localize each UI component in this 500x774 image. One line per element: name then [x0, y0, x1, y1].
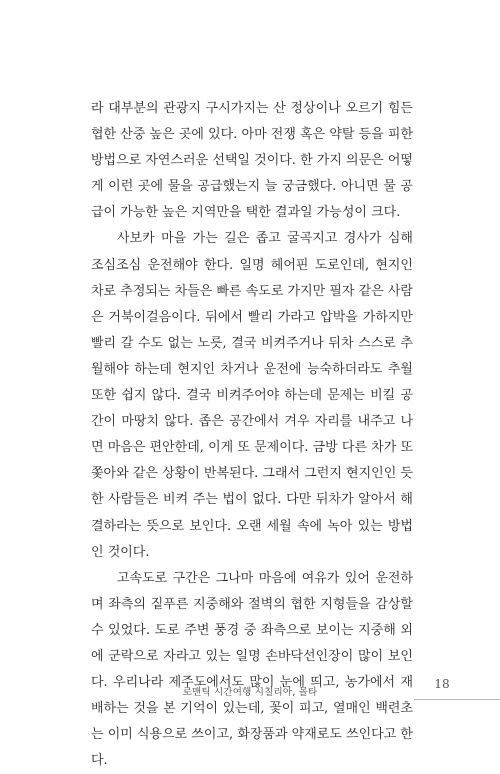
footer-rule: [414, 699, 500, 700]
page-number: 18: [434, 677, 450, 691]
paragraph-3: 고속도로 구간은 그나마 마음에 여유가 있어 운전하며 좌측의 짙푸른 지중해와 절벽의 협한 지형들을 감상할 수 있었다. 도로 주변 풍경 중 좌측으로 보이는 지중해 외에 군락으로 자라고 있는 일명 손바닥선인장이 많이 보인다. 우리나라 제주도에서도 많이 눈에 띄고, 농가에서 재배하는 것을 본 기억이 있는데, 꽃이 피고, 열매인 백련초는 이미 식용으로 쓰이고, 화장품과 약재로도 쓰인다고 한다.: [91, 570, 413, 769]
running-footer-title: 로맨틱 시간여행 시칠리아, 몰타: [182, 687, 318, 698]
paragraph-1: 라 대부분의 관광지 구시가지는 산 정상이나 오르기 힘든 협한 산중 높은 곳에 있다. 아마 전쟁 혹은 약탈 등을 피한 방법으로 자연스러운 선택일 것이다. 한 가지 의문은 어떻게 이런 곳에 물을 공급했는지 늘 궁금했다. 아니면 물 공급이 가능한 높은 지역만을 택한 결과일 가능성이 크다.: [91, 101, 413, 221]
paragraph-2: 사보카 마을 가는 길은 좁고 굴곡지고 경사가 심해 조심조심 운전해야 한다. 일명 헤어핀 도로인데, 현지인 차로 추정되는 차들은 빠른 속도로 가지만 필자 같은 사람은 거북이걸음이다. 뒤에서 빨리 가라고 압박을 가하지만 빨리 갈 수도 없는 노릇, 결국 비켜주거나 뒤차 스스로 추월해야 하는데 현지인 차거나 운전에 능숙하더라도 추월 또한 쉽지 않다. 결국 비켜주어야 하는데 문제는 비킬 공간이 마땅치 않다. 좁은 공간에서 겨우 자리를 내주고 나면 마음은 편안한데, 이게 또 문제이다. 금방 다른 차가 또 쫓아와 같은 상황이 반복된다. 그래서 그런지 현지인인 듯한 사람들은 비켜 주는 법이 없다. 다만 뒤차가 알아서 해결하라는 뜻으로 보인다. 오랜 세월 속에 녹아 있는 방법인 것이다.: [91, 231, 413, 560]
body-text: [91, 96, 413, 774]
